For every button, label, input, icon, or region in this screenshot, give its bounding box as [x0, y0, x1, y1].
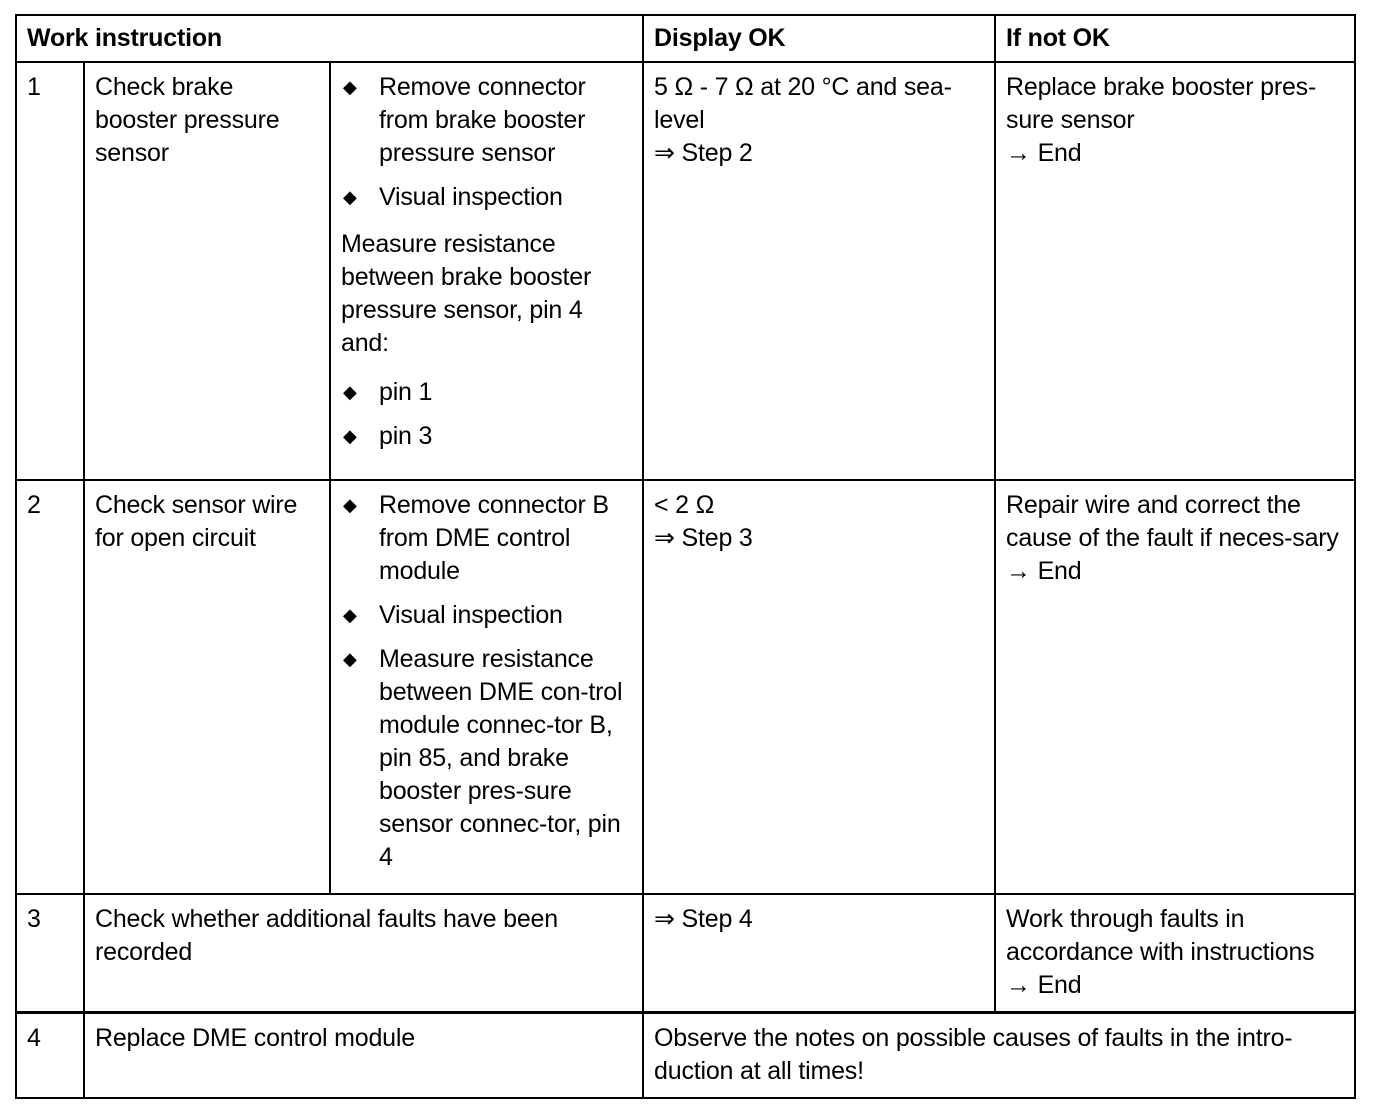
if-not-ok-cell	[995, 62, 1355, 480]
step-title: Check sensor wire for open circuit	[84, 480, 330, 894]
list-item	[341, 489, 632, 588]
work-instruction-table	[15, 14, 1356, 1099]
step-number: 3	[16, 894, 84, 1013]
display-ok-next: ⇒ Step 4	[654, 905, 753, 933]
action-text: Remove connector B from DME control module	[379, 491, 609, 585]
step-title: Replace DME control module	[84, 1013, 643, 1099]
list-item	[341, 643, 632, 874]
action-text: Measure resistance between DME con-trol module connec-tor B, pin 85, and brake booster pres-sure sensor connec-tor, pin 4	[379, 645, 623, 871]
display-ok-value: < 2 Ω	[654, 491, 715, 519]
header-display-ok: Display OK	[643, 15, 995, 62]
measure-text: Measure resistance between brake booster pressure sensor, pin 4 and:	[341, 230, 592, 357]
display-ok-cell	[643, 62, 995, 480]
step-number: 4	[16, 1013, 84, 1099]
table-header-row	[16, 15, 1355, 62]
if-not-ok-cell	[995, 480, 1355, 894]
display-ok-cell	[643, 480, 995, 894]
diamond-bullet-icon: ◆	[343, 649, 357, 669]
if-not-ok-action: Repair wire and correct the cause of the fault if neces-sary	[1006, 491, 1339, 552]
action-list	[341, 376, 632, 453]
if-not-ok-next: → End	[1006, 557, 1082, 585]
list-item	[341, 376, 632, 409]
step-title: Check brake booster pressure sensor	[84, 62, 330, 480]
list-item	[341, 420, 632, 453]
step-actions	[330, 480, 643, 894]
step-number: 1	[16, 62, 84, 480]
diamond-bullet-icon: ◆	[343, 187, 357, 207]
action-text: Visual inspection	[379, 601, 563, 629]
table-row	[16, 62, 1355, 480]
display-ok-next: ⇒ Step 3	[654, 524, 753, 552]
table-row	[16, 480, 1355, 894]
list-item	[341, 71, 632, 170]
if-not-ok-action: Replace brake booster pres-sure sensor	[1006, 73, 1317, 134]
list-item	[341, 181, 632, 214]
list-item	[341, 599, 632, 632]
action-text: pin 1	[379, 378, 433, 406]
action-list	[341, 71, 632, 214]
if-not-ok-next: → End	[1006, 971, 1082, 999]
display-ok-next: ⇒ Step 2	[654, 139, 753, 167]
note-cell: Observe the notes on possible causes of faults in the intro-duction at all times!	[643, 1013, 1355, 1099]
table-row	[16, 894, 1355, 1013]
step-actions	[330, 62, 643, 480]
step-number: 2	[16, 480, 84, 894]
diamond-bullet-icon: ◆	[343, 77, 357, 97]
diamond-bullet-icon: ◆	[343, 426, 357, 446]
table-row	[16, 1013, 1355, 1099]
diamond-bullet-icon: ◆	[343, 382, 357, 402]
step-title: Check whether additional faults have been recorded	[84, 894, 643, 1013]
display-ok-value: 5 Ω - 7 Ω at 20 °C and sea-level	[654, 73, 952, 134]
diamond-bullet-icon: ◆	[343, 495, 357, 515]
if-not-ok-next: → End	[1006, 139, 1082, 167]
action-list	[341, 489, 632, 874]
if-not-ok-action: Work through faults in accordance with instructions	[1006, 905, 1315, 966]
if-not-ok-cell	[995, 894, 1355, 1013]
diamond-bullet-icon: ◆	[343, 605, 357, 625]
action-text: pin 3	[379, 422, 433, 450]
header-if-not-ok: If not OK	[995, 15, 1355, 62]
display-ok-cell	[643, 894, 995, 1013]
action-text: Remove connector from brake booster pressure sensor	[379, 73, 586, 167]
action-text: Visual inspection	[379, 183, 563, 211]
header-work-instruction: Work instruction	[16, 15, 643, 62]
